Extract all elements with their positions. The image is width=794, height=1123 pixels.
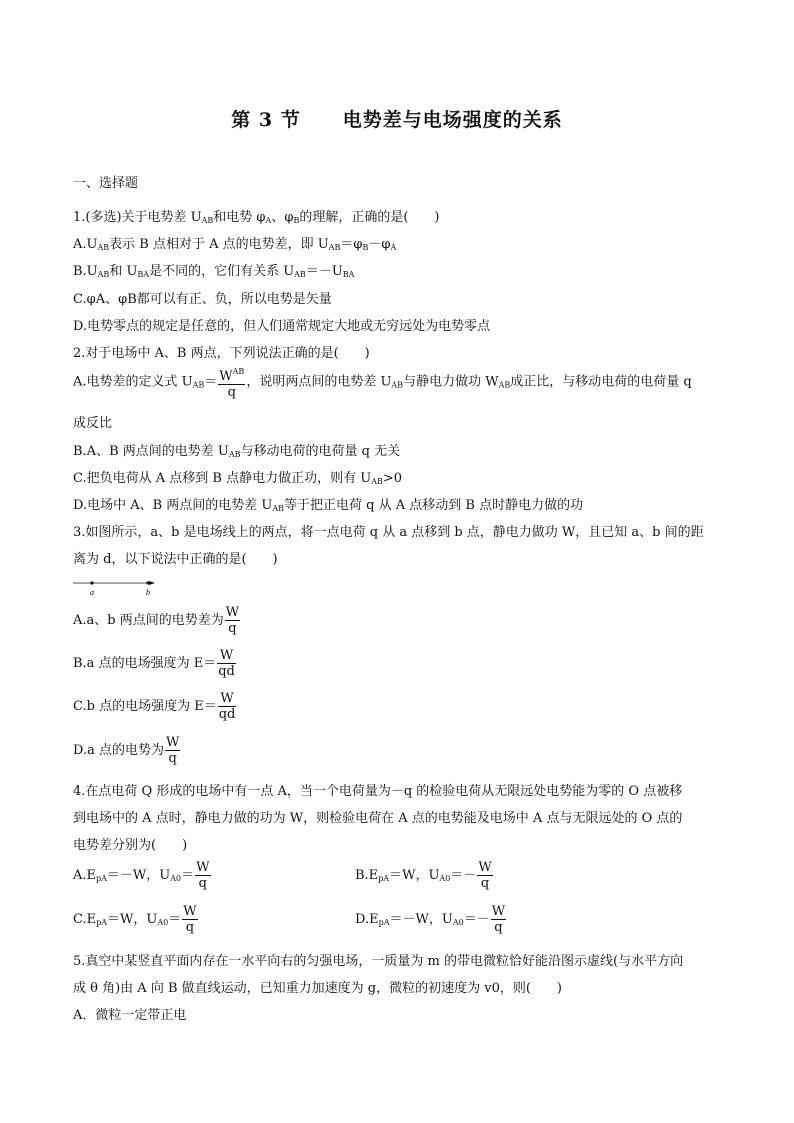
question-2-option-a-cont: 成反比 xyxy=(73,416,113,431)
question-1-option-c: C.φA、φB都可以有正、负，所以电势是矢量 xyxy=(73,292,332,307)
section-number: 第 3 节 xyxy=(231,109,301,131)
page-title xyxy=(0,105,794,132)
fraction: $\frac{W}{q}$ xyxy=(196,860,210,891)
question-4-option-a: $A.E_{pA}=-W$，$U_{A0}=$ $\frac{W}{q}$ xyxy=(73,860,210,891)
label-a: a xyxy=(90,588,94,597)
label-b: b xyxy=(146,588,150,597)
question-3-stem-line1: 3.如图所示，a、b 是电场线上的两点，将一点电荷 q 从 a 点移到 b 点，静电力做功 W，且已知 a、b 间的距 xyxy=(73,525,704,540)
point-a xyxy=(90,581,93,584)
question-3-option-a: A.a、b 两点间的电势差为 $\frac{W}{q}$ xyxy=(73,605,240,636)
question-4-option-d: $D.E_{pA}=-W$，$U_{A0}=-$ $\frac{W}{q}$ xyxy=(355,904,506,935)
point-b xyxy=(146,581,149,584)
question-2-stem: 2.对于电场中 A、B 两点，下列说法正确的是( ) xyxy=(73,346,370,361)
question-4-option-c: $C.E_{pA}=W$，$U_{A0}=$ $\frac{W}{q}$ xyxy=(73,904,197,935)
question-2-option-b: B.A、B 两点间的电势差 $U_{AB}$与移动电荷的电荷量 q 无关 xyxy=(73,444,401,459)
section-name: 电势差与电场强度的关系 xyxy=(342,109,563,131)
question-2-option-a: A.电势差的定义式 $U_{AB}=$ $\frac{W^{AB}}{q}$ ，说明两点间的电势差 $U_{AB}$与静电力做功 $W_{AB}$成正比，与移动电荷的电荷量 q xyxy=(73,364,692,400)
question-2-option-c: C.把负电荷从 A 点移到 B 点静电力做正功，则有 $U_{AB}>0$ xyxy=(73,471,403,486)
fraction: $\frac{W^{AB}}{q}$ xyxy=(218,364,245,400)
question-5-stem-line1: 5.真空中某竖直平面内存在一水平向右的匀强电场，一质量为 m 的带电微粒恰好能沿图示虚线(与水平方向 xyxy=(73,954,684,969)
fraction: $\frac{W}{q}$ xyxy=(478,860,492,891)
fraction: $\frac{W}{q}$ xyxy=(183,904,197,935)
question-3-stem-line2: 离为 d，以下说法中正确的是( ) xyxy=(73,552,278,567)
question-3-option-b: B.a 点的电场强度为 E＝ $\frac{W}{qd}$ xyxy=(73,648,235,679)
fraction: $\frac{W}{q}$ xyxy=(225,605,240,636)
fraction: $\frac{W}{qd}$ xyxy=(218,691,236,722)
fraction: $\frac{W}{q}$ xyxy=(491,904,506,935)
question-3-option-c: C.b 点的电场强度为 E＝ $\frac{W}{qd}$ xyxy=(73,691,236,722)
question-4-option-b: $B.E_{pA}=W$，$U_{A0}=-$ $\frac{W}{q}$ xyxy=(355,860,492,891)
fraction: $\frac{W}{qd}$ xyxy=(218,648,235,679)
arrow-head-icon xyxy=(149,581,155,585)
question-1-stem: 1.(多选)关于电势差 $U_{AB}$和电势 $\varphi_A$、$\varphi_B$的理解，正确的是( ) xyxy=(73,210,440,225)
question-1-option-a: $A.U_{AB}$表示 B 点相对于 A 点的电势差，即 $U_{AB}=\varphi_B-\varphi_A$ xyxy=(73,237,397,252)
question-1-option-d: D.电势零点的规定是任意的，但人们通常规定大地或无穷远处为电势零点 xyxy=(73,319,491,334)
question-4-stem-line2: 到电场中的 A 点时，静电力做的功为 W，则检验电荷在 A 点的电势能及电场中 A 点与无限远处的 O 点的 xyxy=(73,811,683,826)
question-2-option-d: D.电场中 A、B 两点间的电势差 $U_{AB}$等于把正电荷 q 从 A 点移动到 B 点时静电力做的功 xyxy=(73,498,584,513)
question-5-stem-line2: 成 θ 角)由 A 向 B 做直线运动，已知重力加速度为 g，微粒的初速度为 v0，则( ) xyxy=(73,981,562,996)
question-5-option-a: A．微粒一定带正电 xyxy=(73,1008,187,1023)
fraction: $\frac{W}{q}$ xyxy=(165,735,180,766)
question-3-option-d: D.a 点的电势为 $\frac{W}{q}$ xyxy=(73,735,180,766)
question-4-stem-line1: 4.在点电荷 Q 形成的电场中有一点 A，当一个电荷量为－q 的检验电荷从无限远处电势能为零的 O 点被移 xyxy=(73,784,683,799)
section-heading: 一、选择题 xyxy=(73,176,139,191)
field-line-figure xyxy=(73,576,155,600)
question-1-option-b: $B.U_{AB}$和 $U_{BA}$是不同的，它们有关系 $U_{AB}=-U_{BA}$ xyxy=(73,264,355,279)
question-4-stem-line3: 电势差分别为( ) xyxy=(73,838,188,853)
